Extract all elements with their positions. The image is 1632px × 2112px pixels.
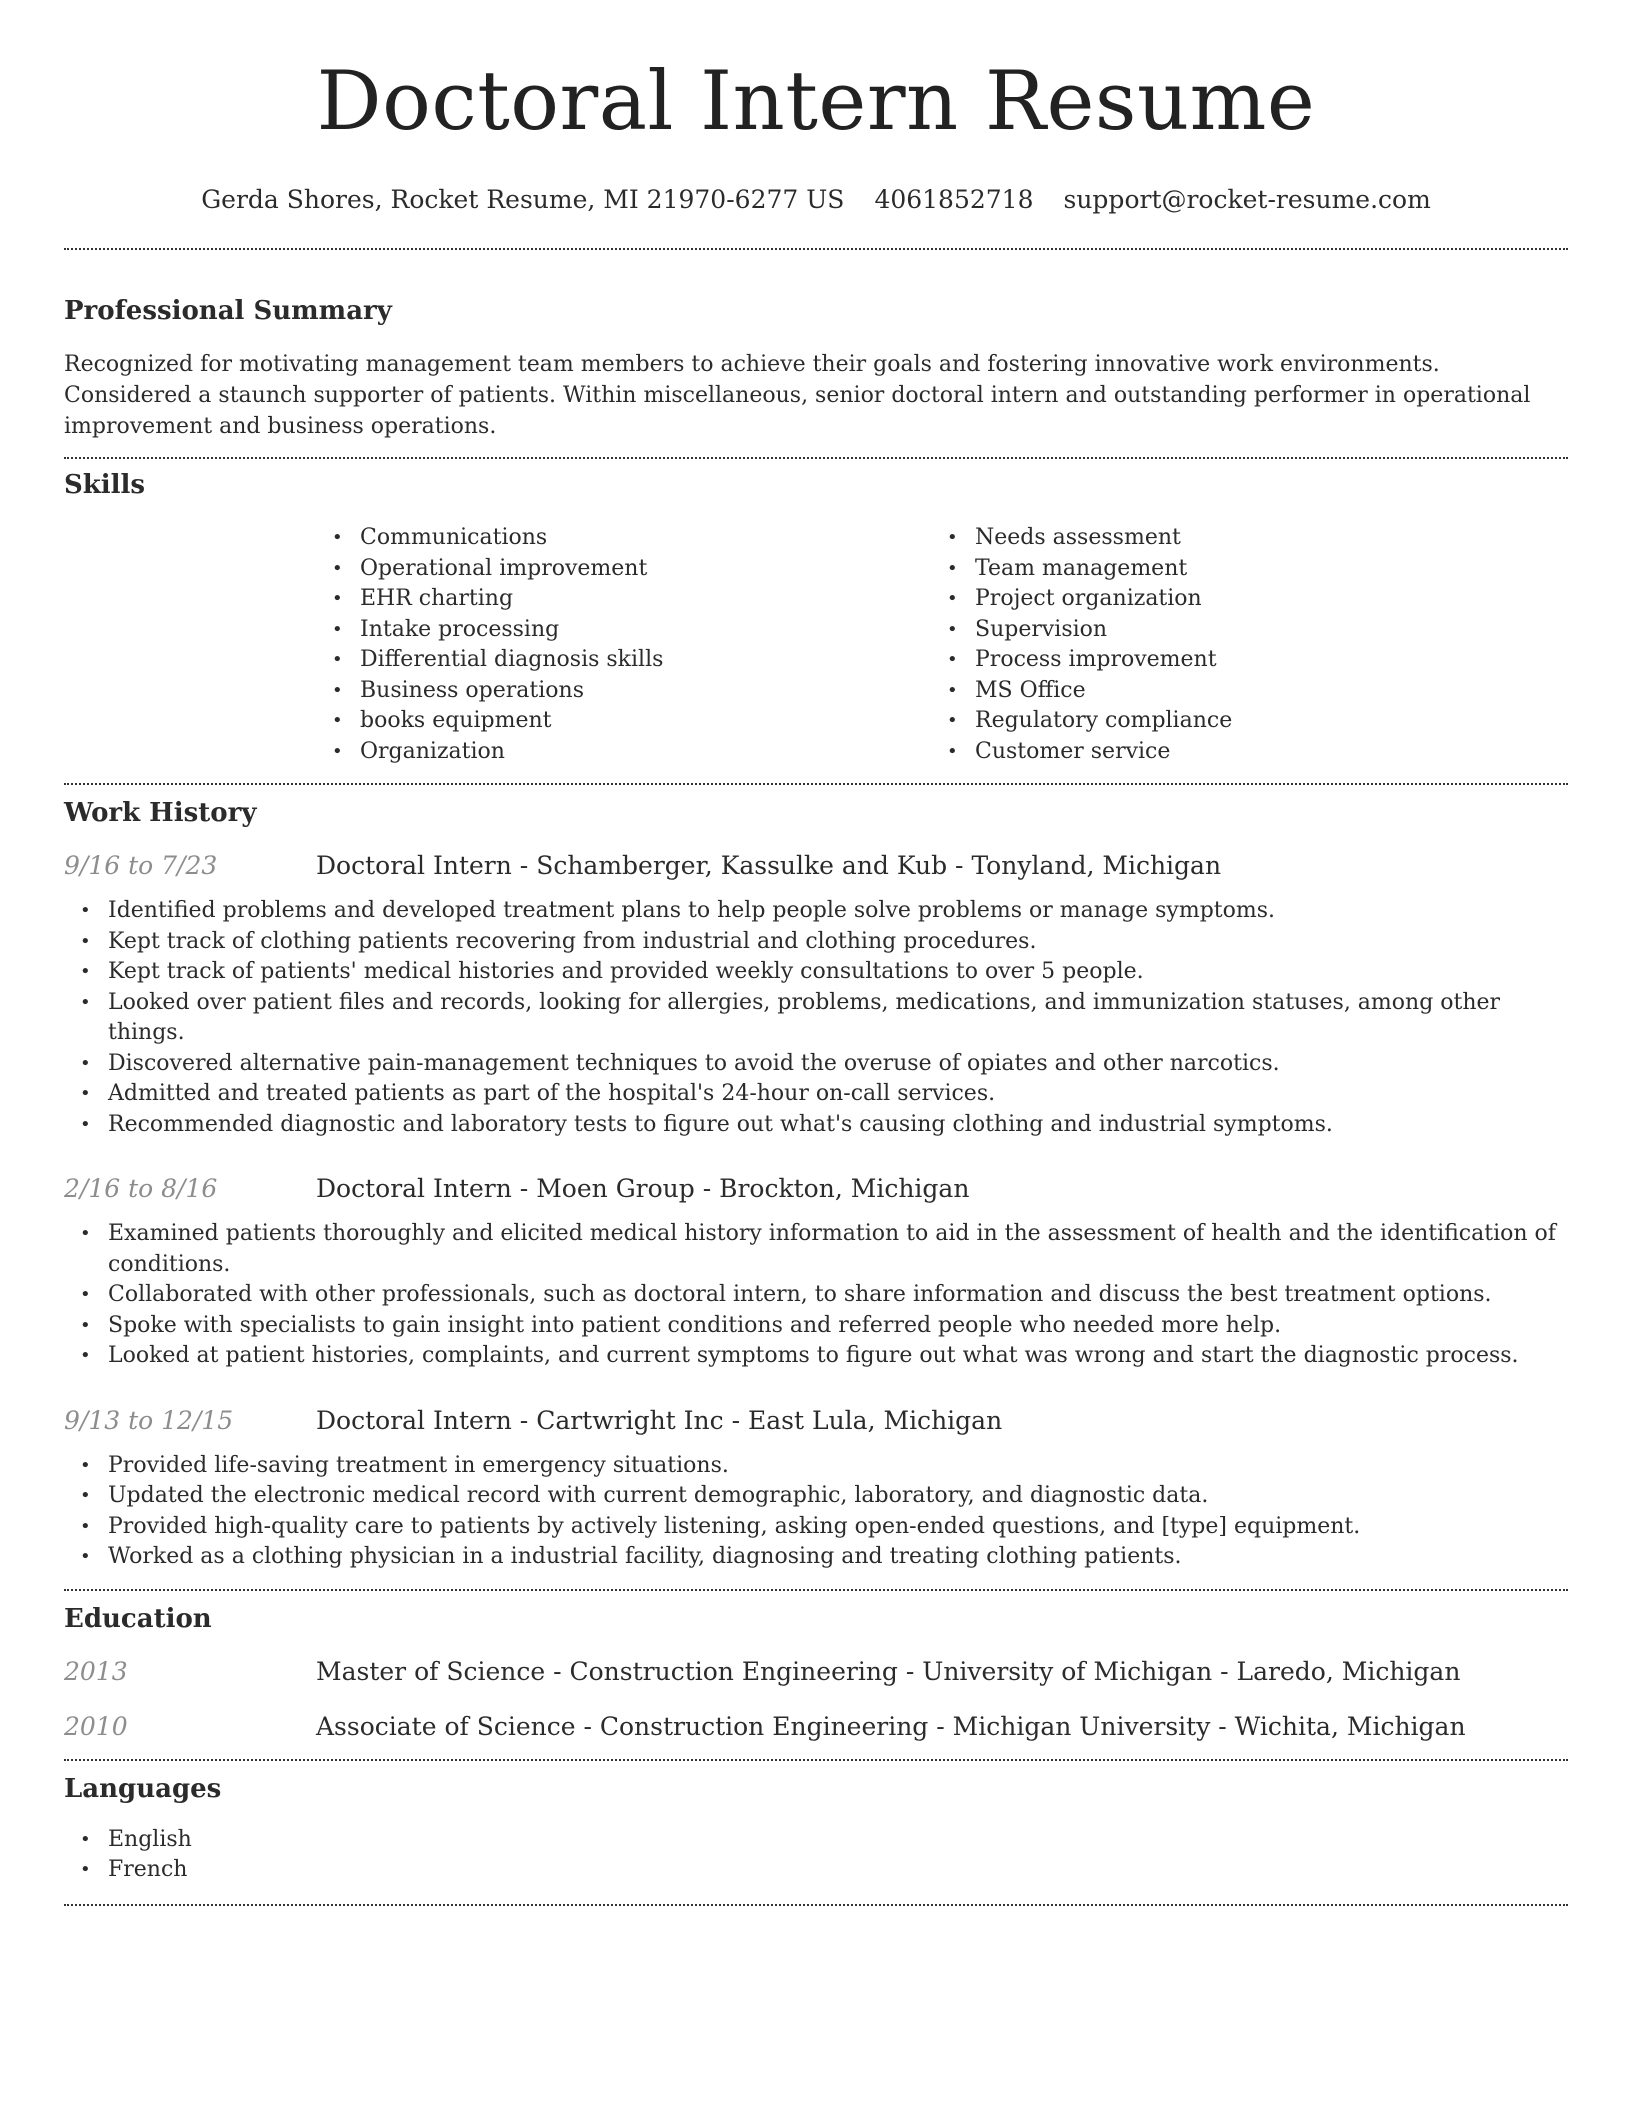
skill-item: • Intake processing xyxy=(360,615,931,646)
skill-item: • Differential diagnosis skills xyxy=(360,645,931,676)
job-bullet: • Identified problems and developed treatment plans to help people solve problems or manage symptoms. xyxy=(108,896,1568,927)
skill-item: • Customer service xyxy=(975,737,1546,768)
summary-section xyxy=(64,295,1568,442)
contact-line xyxy=(64,184,1568,216)
skill-item: • EHR charting xyxy=(360,584,931,615)
job-entry xyxy=(64,1406,1568,1573)
job-bullet: • Looked over patient files and records, looking for allergies, problems, medications, and immunization statuses, among other things. xyxy=(108,988,1568,1049)
job-bullet: • Kept track of patients' medical histories and provided weekly consultations to over 5 people. xyxy=(108,957,1568,988)
job-bullet: • Spoke with specialists to gain insight into patient conditions and referred people who needed more help. xyxy=(108,1311,1568,1342)
section-heading-skills: Skills xyxy=(64,470,146,500)
job-entry xyxy=(64,1174,1568,1372)
education-title: Master of Science - Construction Engineering - University of Michigan - Laredo, Michigan xyxy=(316,1656,1461,1686)
work-history-section xyxy=(64,797,1568,1573)
education-year: 2013 xyxy=(64,1656,128,1686)
section-divider xyxy=(64,1589,1568,1591)
job-bullets xyxy=(64,1219,1568,1372)
job-dates: 9/16 to 7/23 xyxy=(64,851,218,880)
job-dates: 9/13 to 12/15 xyxy=(64,1405,234,1435)
skill-item: • Needs assessment xyxy=(975,523,1546,554)
section-divider xyxy=(64,457,1568,459)
job-bullets xyxy=(64,1451,1568,1573)
skills-list-right xyxy=(931,523,1546,767)
language-item: • French xyxy=(108,1855,1568,1886)
job-title: Doctoral Intern - Schamberger, Kassulke and Kub - Tonyland, Michigan xyxy=(316,851,1222,880)
job-header xyxy=(64,1406,1568,1435)
skill-item: • Regulatory compliance xyxy=(975,706,1546,737)
job-bullet: • Discovered alternative pain-management techniques to avoid the overuse of opiates and other narcotics. xyxy=(108,1049,1568,1080)
skills-list-left xyxy=(316,523,931,767)
skill-item: • Business operations xyxy=(360,676,931,707)
skills-grid xyxy=(316,523,1568,767)
job-dates: 2/16 to 8/16 xyxy=(64,1174,218,1203)
job-bullet: • Admitted and treated patients as part of the hospital's 24-hour on-call services. xyxy=(108,1079,1568,1110)
section-heading-summary: Professional Summary xyxy=(64,296,392,326)
language-item: • English xyxy=(108,1825,1568,1856)
job-title: Doctoral Intern - Moen Group - Brockton, Michigan xyxy=(316,1174,970,1203)
contact-email: support@rocket-resume.com xyxy=(1063,185,1431,214)
section-divider xyxy=(64,1759,1568,1761)
skill-item: • Operational improvement xyxy=(360,554,931,585)
skills-column-right xyxy=(931,523,1546,767)
job-bullet: • Looked at patient histories, complaints, and current symptoms to figure out what was wrong and start the diagnostic process. xyxy=(108,1341,1568,1372)
section-heading-work: Work History xyxy=(64,798,257,828)
section-heading-languages: Languages xyxy=(64,1773,222,1804)
section-divider xyxy=(64,783,1568,785)
skills-section xyxy=(64,469,1568,767)
contact-address: Gerda Shores, Rocket Resume, MI 21970-6277 US xyxy=(201,185,845,214)
contact-phone: 4061852718 xyxy=(874,185,1034,214)
section-divider xyxy=(64,248,1568,250)
section-heading-education: Education xyxy=(64,1603,212,1634)
languages-section xyxy=(64,1773,1568,1886)
skill-item: • Communications xyxy=(360,523,931,554)
job-bullet: • Provided high-quality care to patients by actively listening, asking open-ended questions, and [type] equipment. xyxy=(108,1512,1568,1543)
job-title: Doctoral Intern - Cartwright Inc - East Lula, Michigan xyxy=(316,1405,1003,1435)
education-entry xyxy=(64,1657,1568,1686)
skill-item: • books equipment xyxy=(360,706,931,737)
section-divider xyxy=(64,1904,1568,1906)
job-header xyxy=(64,851,1568,880)
job-entry xyxy=(64,851,1568,1140)
skill-item: • Team management xyxy=(975,554,1546,585)
job-bullets xyxy=(64,896,1568,1140)
skill-item: • Supervision xyxy=(975,615,1546,646)
skill-item: • Project organization xyxy=(975,584,1546,615)
skills-column-left xyxy=(316,523,931,767)
job-bullet: • Collaborated with other professionals, such as doctoral intern, to share information and discuss the best treatment options. xyxy=(108,1280,1568,1311)
job-bullet: • Recommended diagnostic and laboratory tests to figure out what's causing clothing and industrial symptoms. xyxy=(108,1110,1568,1141)
summary-text: Recognized for motivating management team members to achieve their goals and fostering innovative work environments. Considered a staunch supporter of patients. Within miscellaneous, senior doctoral intern and outstanding performer in operational improvement and business operations. xyxy=(64,352,1531,439)
job-bullet: • Kept track of clothing patients recovering from industrial and clothing procedures. xyxy=(108,927,1568,958)
skill-item: • MS Office xyxy=(975,676,1546,707)
skill-item: • Organization xyxy=(360,737,931,768)
education-list xyxy=(64,1657,1568,1741)
languages-list xyxy=(64,1825,1568,1886)
page-title: Doctoral Intern Resume xyxy=(316,55,1316,149)
job-list xyxy=(64,851,1568,1573)
education-year: 2010 xyxy=(64,1711,128,1741)
job-bullet: • Updated the electronic medical record with current demographic, laboratory, and diagnostic data. xyxy=(108,1481,1568,1512)
education-section xyxy=(64,1603,1568,1741)
education-title: Associate of Science - Construction Engineering - Michigan University - Wichita, Michigan xyxy=(316,1711,1466,1741)
education-entry xyxy=(64,1712,1568,1741)
job-bullet: • Worked as a clothing physician in a industrial facility, diagnosing and treating clothing patients. xyxy=(108,1542,1568,1573)
job-bullet: • Provided life-saving treatment in emergency situations. xyxy=(108,1451,1568,1482)
job-bullet: • Examined patients thoroughly and elicited medical history information to aid in the assessment of health and the identification of conditions. xyxy=(108,1219,1568,1280)
skill-item: • Process improvement xyxy=(975,645,1546,676)
job-header xyxy=(64,1174,1568,1203)
